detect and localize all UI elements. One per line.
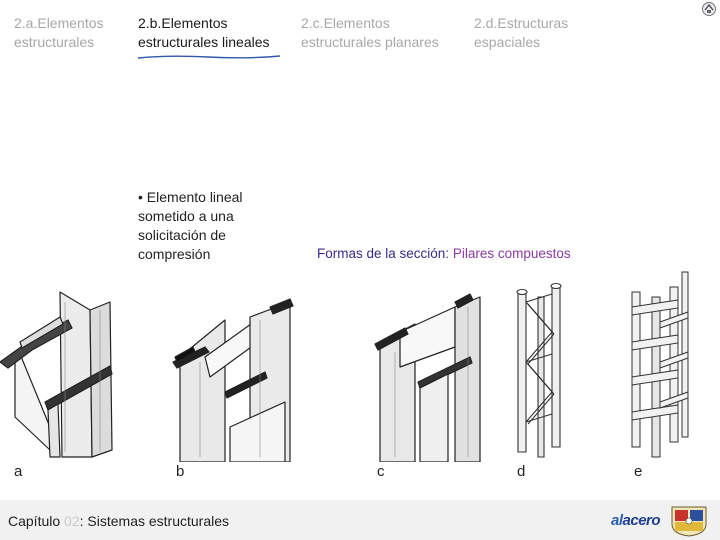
drawing-d-lattice-column (500, 262, 590, 462)
university-crest-icon (666, 504, 712, 537)
figure-label-e: e (634, 463, 643, 480)
footer-chapter-number: 02 (64, 513, 80, 529)
drawing-a-composite-column (0, 262, 125, 462)
section-title-prefix: Formas de la sección: (317, 246, 453, 261)
footer (0, 500, 720, 540)
drawing-c-composite-column (370, 262, 505, 462)
active-nav-underline (138, 54, 280, 60)
section-title (317, 246, 571, 261)
bullet-text: • Elemento lineal sometido a una solicitación de compresión (138, 189, 243, 262)
logo-part-a: al (611, 512, 623, 529)
figure-label-c: c (377, 463, 385, 480)
figure-label-d: d (517, 463, 526, 480)
footer-chapter-label: Capítulo (8, 513, 65, 529)
alacero-logo (611, 512, 660, 529)
nav-item-elementos-planares[interactable]: 2.c.Elementos estructurales planares (301, 15, 439, 50)
section-title-highlight: Pilares compuestos (452, 246, 571, 261)
nav-item-estructuras-espaciales[interactable]: 2.d.Estructuras espaciales (474, 15, 569, 50)
drawing-b-composite-column (165, 262, 305, 462)
home-icon[interactable] (697, 0, 720, 18)
figure-label-b: b (176, 463, 185, 480)
footer-chapter-title: : Sistemas estructurales (79, 513, 230, 529)
nav-item-elementos-estructurales[interactable]: 2.a.Elementos estructurales (14, 15, 104, 50)
figure-label-a: a (14, 463, 23, 480)
logo-part-b: acero (622, 512, 661, 529)
drawing-e-battened-column (622, 262, 702, 462)
nav-item-elementos-lineales[interactable]: 2.b.Elementos estructurales lineales (138, 15, 270, 50)
footer-chapter (8, 513, 229, 529)
